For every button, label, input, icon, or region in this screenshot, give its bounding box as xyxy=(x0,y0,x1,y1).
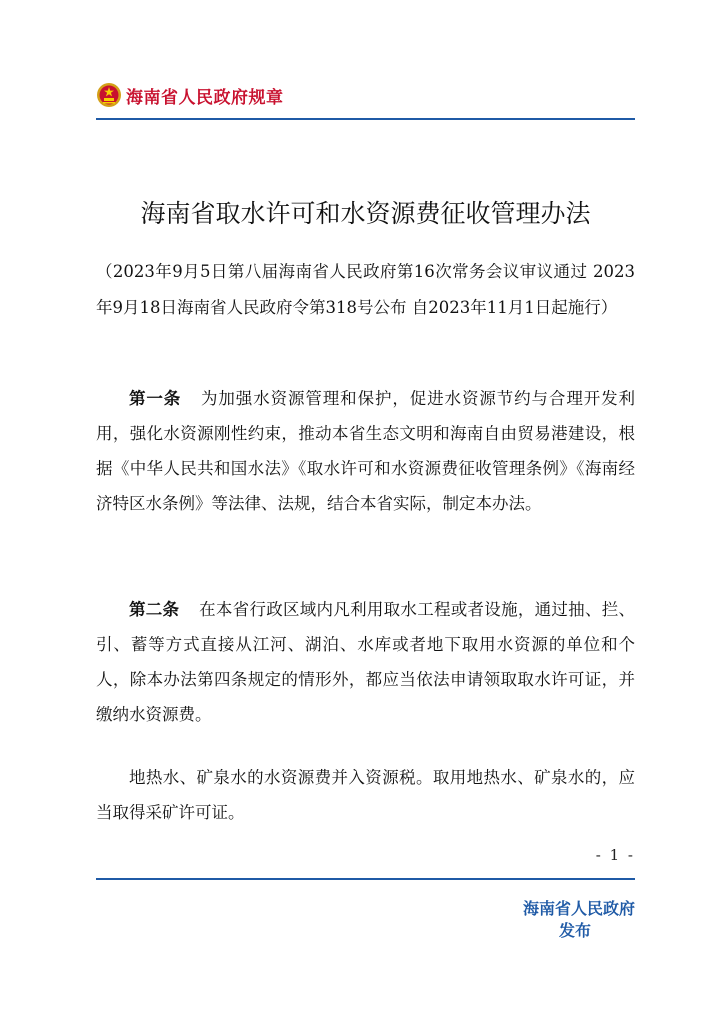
article-2-label: 第二条 xyxy=(129,600,180,619)
page-footer xyxy=(96,898,635,942)
footer-divider xyxy=(96,878,635,880)
footer-release: 发布 xyxy=(558,921,591,940)
header-title: 海南省人民政府规章 xyxy=(126,87,284,108)
page-header xyxy=(96,78,284,112)
article-2-paragraph-2 xyxy=(96,760,635,830)
article-1 xyxy=(96,381,635,521)
document-title: 海南省取水许可和水资源费征收管理办法 xyxy=(140,199,591,228)
page-number: - 1 - xyxy=(595,846,635,864)
article-2-paragraph-2-text: 地热水、矿泉水的水资源费并入资源税。取用地热水、矿泉水的，应当取得采矿许可证。 xyxy=(96,768,635,822)
document-meta: （2023年9月5日第八届海南省人民政府第16次常务会议审议通过 2023年9月18日海南省人民政府令第318号公布 自2023年11月1日起施行） xyxy=(96,262,635,317)
article-2 xyxy=(96,592,635,732)
article-1-text: 为加强水资源管理和保护，促进水资源节约与合理开发利用，强化水资源刚性约束，推动本省生态文明和海南自由贸易港建设，根据《中华人民共和国水法》《取水许可和水资源费征收管理条例》《海南经济特区水条例》等法律、法规，结合本省实际，制定本办法。 xyxy=(96,389,636,513)
national-emblem-icon xyxy=(96,82,122,108)
article-1-label: 第一条 xyxy=(129,389,182,408)
footer-publisher: 海南省人民政府 xyxy=(522,899,635,918)
header-divider xyxy=(96,118,635,120)
article-2-text: 在本省行政区域内凡利用取水工程或者设施，通过抽、拦、引、蓄等方式直接从江河、湖泊、水库或者地下取用水资源的单位和个人，除本办法第四条规定的情形外，都应当依法申请领取取水许可证，并缴纳水资源费。 xyxy=(96,600,636,724)
